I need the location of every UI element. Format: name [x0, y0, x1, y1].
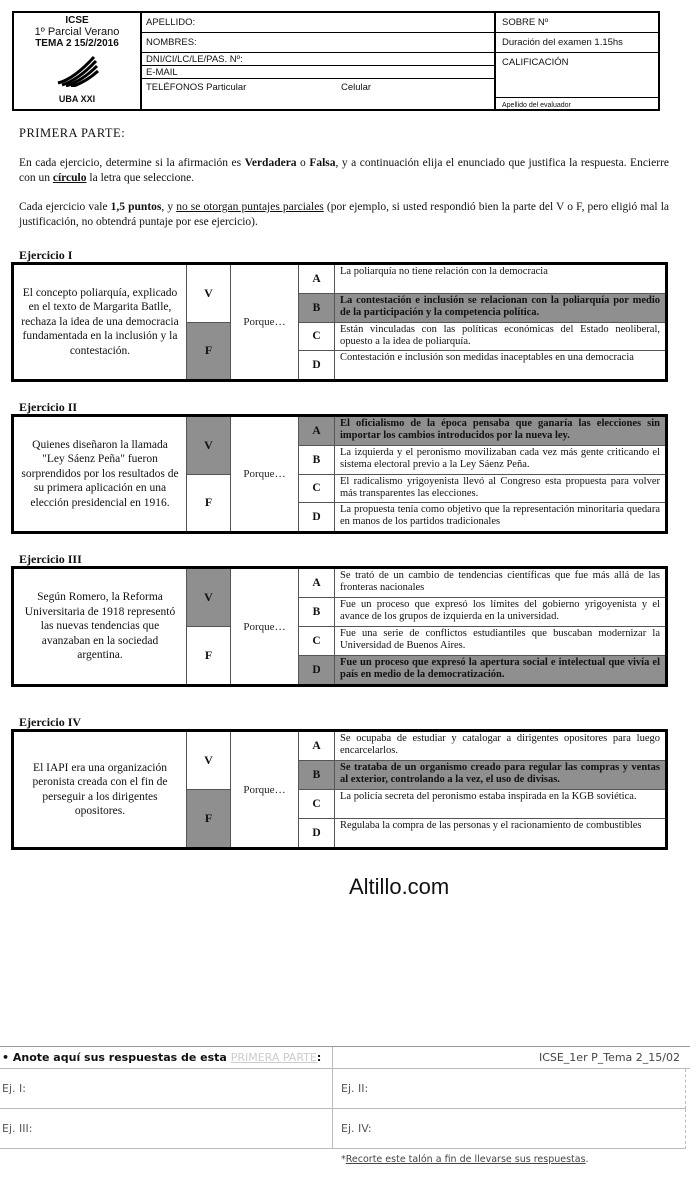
- option-falso[interactable]: F: [187, 789, 230, 847]
- porque-label: Porque…: [231, 569, 299, 684]
- justification-option[interactable]: [299, 732, 665, 760]
- section-title: PRIMERA PARTE:: [19, 126, 126, 140]
- justification-option[interactable]: [299, 655, 665, 684]
- option-verdadero[interactable]: V: [204, 285, 213, 300]
- option-verdadero[interactable]: V: [187, 417, 230, 474]
- justification-options: [299, 732, 665, 847]
- option-text: Están vinculadas con las políticas económicas del Estado neoliberal, opuesto a la idea de poliarquía.: [340, 323, 660, 347]
- exam-name: 1º Parcial Verano: [34, 26, 120, 38]
- justification-option[interactable]: [299, 445, 665, 474]
- true-false-choice: [186, 265, 231, 379]
- field-apellido[interactable]: APELLIDO:: [142, 13, 494, 33]
- celular-label: Celular: [340, 82, 372, 93]
- option-text: El oficialismo de la época pensaba que ganaría las elecciones sin importar los cambios introducidos por la nueva ley.: [335, 417, 665, 445]
- option-text: Fue un proceso que expresó la apertura social e intelectual que vivía el país en medio de la democratización.: [335, 656, 665, 684]
- exercise-table: [11, 566, 668, 687]
- option-verdadero[interactable]: V: [204, 753, 213, 767]
- justification-option[interactable]: [299, 597, 665, 626]
- true-false-choice: [186, 732, 231, 847]
- justification-option[interactable]: [299, 474, 665, 503]
- answer-ej-2[interactable]: Ej. II:: [332, 1069, 686, 1109]
- field-nombres[interactable]: NOMBRES:: [142, 33, 494, 53]
- answer-ej-3[interactable]: Ej. III:: [0, 1109, 332, 1149]
- uba-logo-icon: [54, 53, 100, 87]
- cut-note: *Recorte este talón a fin de llevarse sus respuestas.: [341, 1154, 589, 1165]
- justification-option[interactable]: [299, 818, 665, 847]
- justification-options: [299, 417, 665, 531]
- justification-option[interactable]: [299, 322, 665, 351]
- option-text: Contestación e inclusión son medidas inaceptables en una democracia: [340, 352, 634, 364]
- justification-option[interactable]: [299, 293, 665, 322]
- option-letter[interactable]: B: [299, 761, 335, 789]
- exercise-statement: El IAPI era una organización peronista creada con el fin de perseguir a los dirigentes opositores.: [32, 761, 168, 817]
- option-text: El radicalismo yrigoyenista llevó al Congreso esta propuesta para volver más transparentes las elecciones.: [340, 475, 660, 499]
- option-letter[interactable]: D: [299, 656, 335, 684]
- option-letter[interactable]: B: [299, 598, 335, 626]
- option-letter[interactable]: C: [299, 323, 335, 351]
- field-dni[interactable]: DNI/CI/LC/LE/PAS. Nº:: [142, 53, 494, 66]
- option-text: Se trataba de un organismo creado para regular las compras y ventas al exterior, controlando a la vez, el uso de divisas.: [335, 761, 665, 789]
- duracion-label: Duración del examen 1.15hs: [496, 33, 658, 53]
- slip-code: ICSE_1er P_Tema 2_15/02: [538, 1051, 680, 1064]
- option-letter[interactable]: C: [299, 627, 335, 655]
- justification-option[interactable]: [299, 789, 665, 818]
- true-false-choice: [186, 417, 231, 531]
- telefono-particular-label: TELÉFONOS Particular: [146, 82, 247, 93]
- answer-slip: [0, 1046, 690, 1172]
- answer-ej-1[interactable]: Ej. I:: [0, 1069, 332, 1109]
- option-falso[interactable]: F: [187, 474, 230, 532]
- instructions-paragraph-1: En cada ejercicio, determine si la afirmación es Verdadera o Falsa, y a continuación elija el enunciado que justifica la respuesta. Encierre con un círculo la letra que seleccione.: [19, 157, 669, 184]
- justification-option[interactable]: [299, 569, 665, 597]
- justification-option[interactable]: [299, 502, 665, 531]
- porque-label: Porque…: [231, 417, 299, 531]
- justification-options: [299, 265, 665, 379]
- evaluador-label: Apellido del evaluador: [502, 102, 571, 109]
- option-letter[interactable]: C: [299, 475, 335, 503]
- exam-header: [12, 11, 660, 111]
- porque-label: Porque…: [231, 265, 299, 379]
- option-text: Regulaba la compra de las personas y el racionamiento de combustibles: [340, 820, 642, 831]
- option-text: La propuesta tenía como objetivo que la representación minoritaria quedara en manos de los partidos tradicionales: [340, 504, 660, 528]
- justification-option[interactable]: [299, 760, 665, 789]
- exercise-statement: Quienes diseñaron la llamada "Ley Sáenz Peña" fueron sorprendidos por los resultados de su primera aplicación en una elección presidencial en 1916.: [21, 438, 179, 509]
- justification-option[interactable]: [299, 265, 665, 293]
- exam-id-block: [14, 13, 142, 109]
- exercise-statement: Según Romero, la Reforma Universitaria de 1918 representó las nuevas tendencias que avanzaban en la sociedad argentina.: [24, 591, 176, 662]
- justification-option[interactable]: [299, 417, 665, 445]
- tema-date: TEMA 2 15/2/2016: [35, 38, 119, 49]
- exercise-table: [11, 262, 668, 382]
- watermark: Altillo.com: [349, 874, 450, 899]
- option-text: Se ocupaba de estudiar y catalogar a dirigentes opositores para luego encarcelarlos.: [340, 733, 660, 756]
- option-letter[interactable]: A: [299, 569, 335, 597]
- exercise-title: Ejercicio II: [19, 400, 78, 414]
- option-letter[interactable]: D: [299, 819, 335, 847]
- option-letter[interactable]: A: [299, 417, 335, 445]
- exercise-title: Ejercicio IV: [19, 715, 82, 729]
- student-fields: [142, 13, 496, 109]
- exercise-title: Ejercicio III: [19, 552, 82, 566]
- exercise-statement: El concepto poliarquía, explicado en el texto de Margarita Batlle, rechaza la idea de una democracia fundamentada en la inclusión y la contestación.: [21, 286, 179, 357]
- option-letter[interactable]: D: [299, 503, 335, 531]
- option-text: La poliarquía no tiene relación con la democracia: [340, 266, 548, 277]
- justification-options: [299, 569, 665, 684]
- instructions-paragraph-2: Cada ejercicio vale 1,5 puntos, y no se otorgan puntajes parciales (por ejemplo, si usted respondió bien la parte del V o F, pero eligió mal la justificación, no obtendrá puntaje por ese ejercicio).: [19, 201, 669, 228]
- option-letter[interactable]: C: [299, 790, 335, 818]
- option-letter[interactable]: B: [299, 446, 335, 474]
- option-letter[interactable]: B: [299, 294, 335, 322]
- exercise-table: [11, 414, 668, 534]
- option-letter[interactable]: D: [299, 351, 335, 379]
- option-text: La policía secreta del peronismo estaba inspirada en la KGB soviética.: [340, 791, 637, 802]
- field-email[interactable]: E-MAIL: [142, 66, 494, 79]
- option-verdadero[interactable]: V: [187, 569, 230, 626]
- sobre-field[interactable]: SOBRE Nº: [496, 13, 658, 33]
- brand-name: UBA XXI: [58, 94, 96, 104]
- porque-label: Porque…: [231, 732, 299, 847]
- exercise-table: [11, 729, 668, 850]
- option-letter[interactable]: A: [299, 732, 335, 760]
- calificacion-field[interactable]: CALIFICACIÓN: [496, 53, 658, 98]
- exercise-title: Ejercicio I: [19, 248, 73, 262]
- slip-instruction: • Anote aquí sus respuestas de esta PRIMERA PARTE:: [0, 1047, 333, 1068]
- justification-option[interactable]: [299, 350, 665, 379]
- answer-ej-4[interactable]: Ej. IV:: [332, 1109, 686, 1149]
- exam-admin-fields: [496, 13, 658, 109]
- option-falso[interactable]: F: [187, 322, 230, 380]
- option-letter[interactable]: A: [299, 265, 335, 293]
- institution: ICSE: [65, 15, 89, 26]
- option-text: Fue un proceso que expresó los límites del gobierno yrigoyenista y el avance de los grupos de izquierda en la universidad.: [340, 599, 660, 622]
- option-text: Fue una serie de conflictos estudiantiles que buscaban modernizar la Universidad de Buenos Aires.: [340, 628, 660, 651]
- option-text: Se trató de un cambio de tendencias científicas que fue más allá de las fronteras nacionales: [340, 570, 660, 593]
- option-text: La contestación e inclusión se relacionan con la poliarquía por medio de la participación y la competencia política.: [335, 294, 665, 322]
- option-falso[interactable]: F: [187, 626, 230, 684]
- option-text: La izquierda y el peronismo movilizaban cada vez más gente criticando el sistema electoral previo a la Ley Sáenz Peña.: [340, 446, 660, 470]
- justification-option[interactable]: [299, 626, 665, 655]
- true-false-choice: [186, 569, 231, 684]
- field-telefonos[interactable]: [142, 79, 494, 96]
